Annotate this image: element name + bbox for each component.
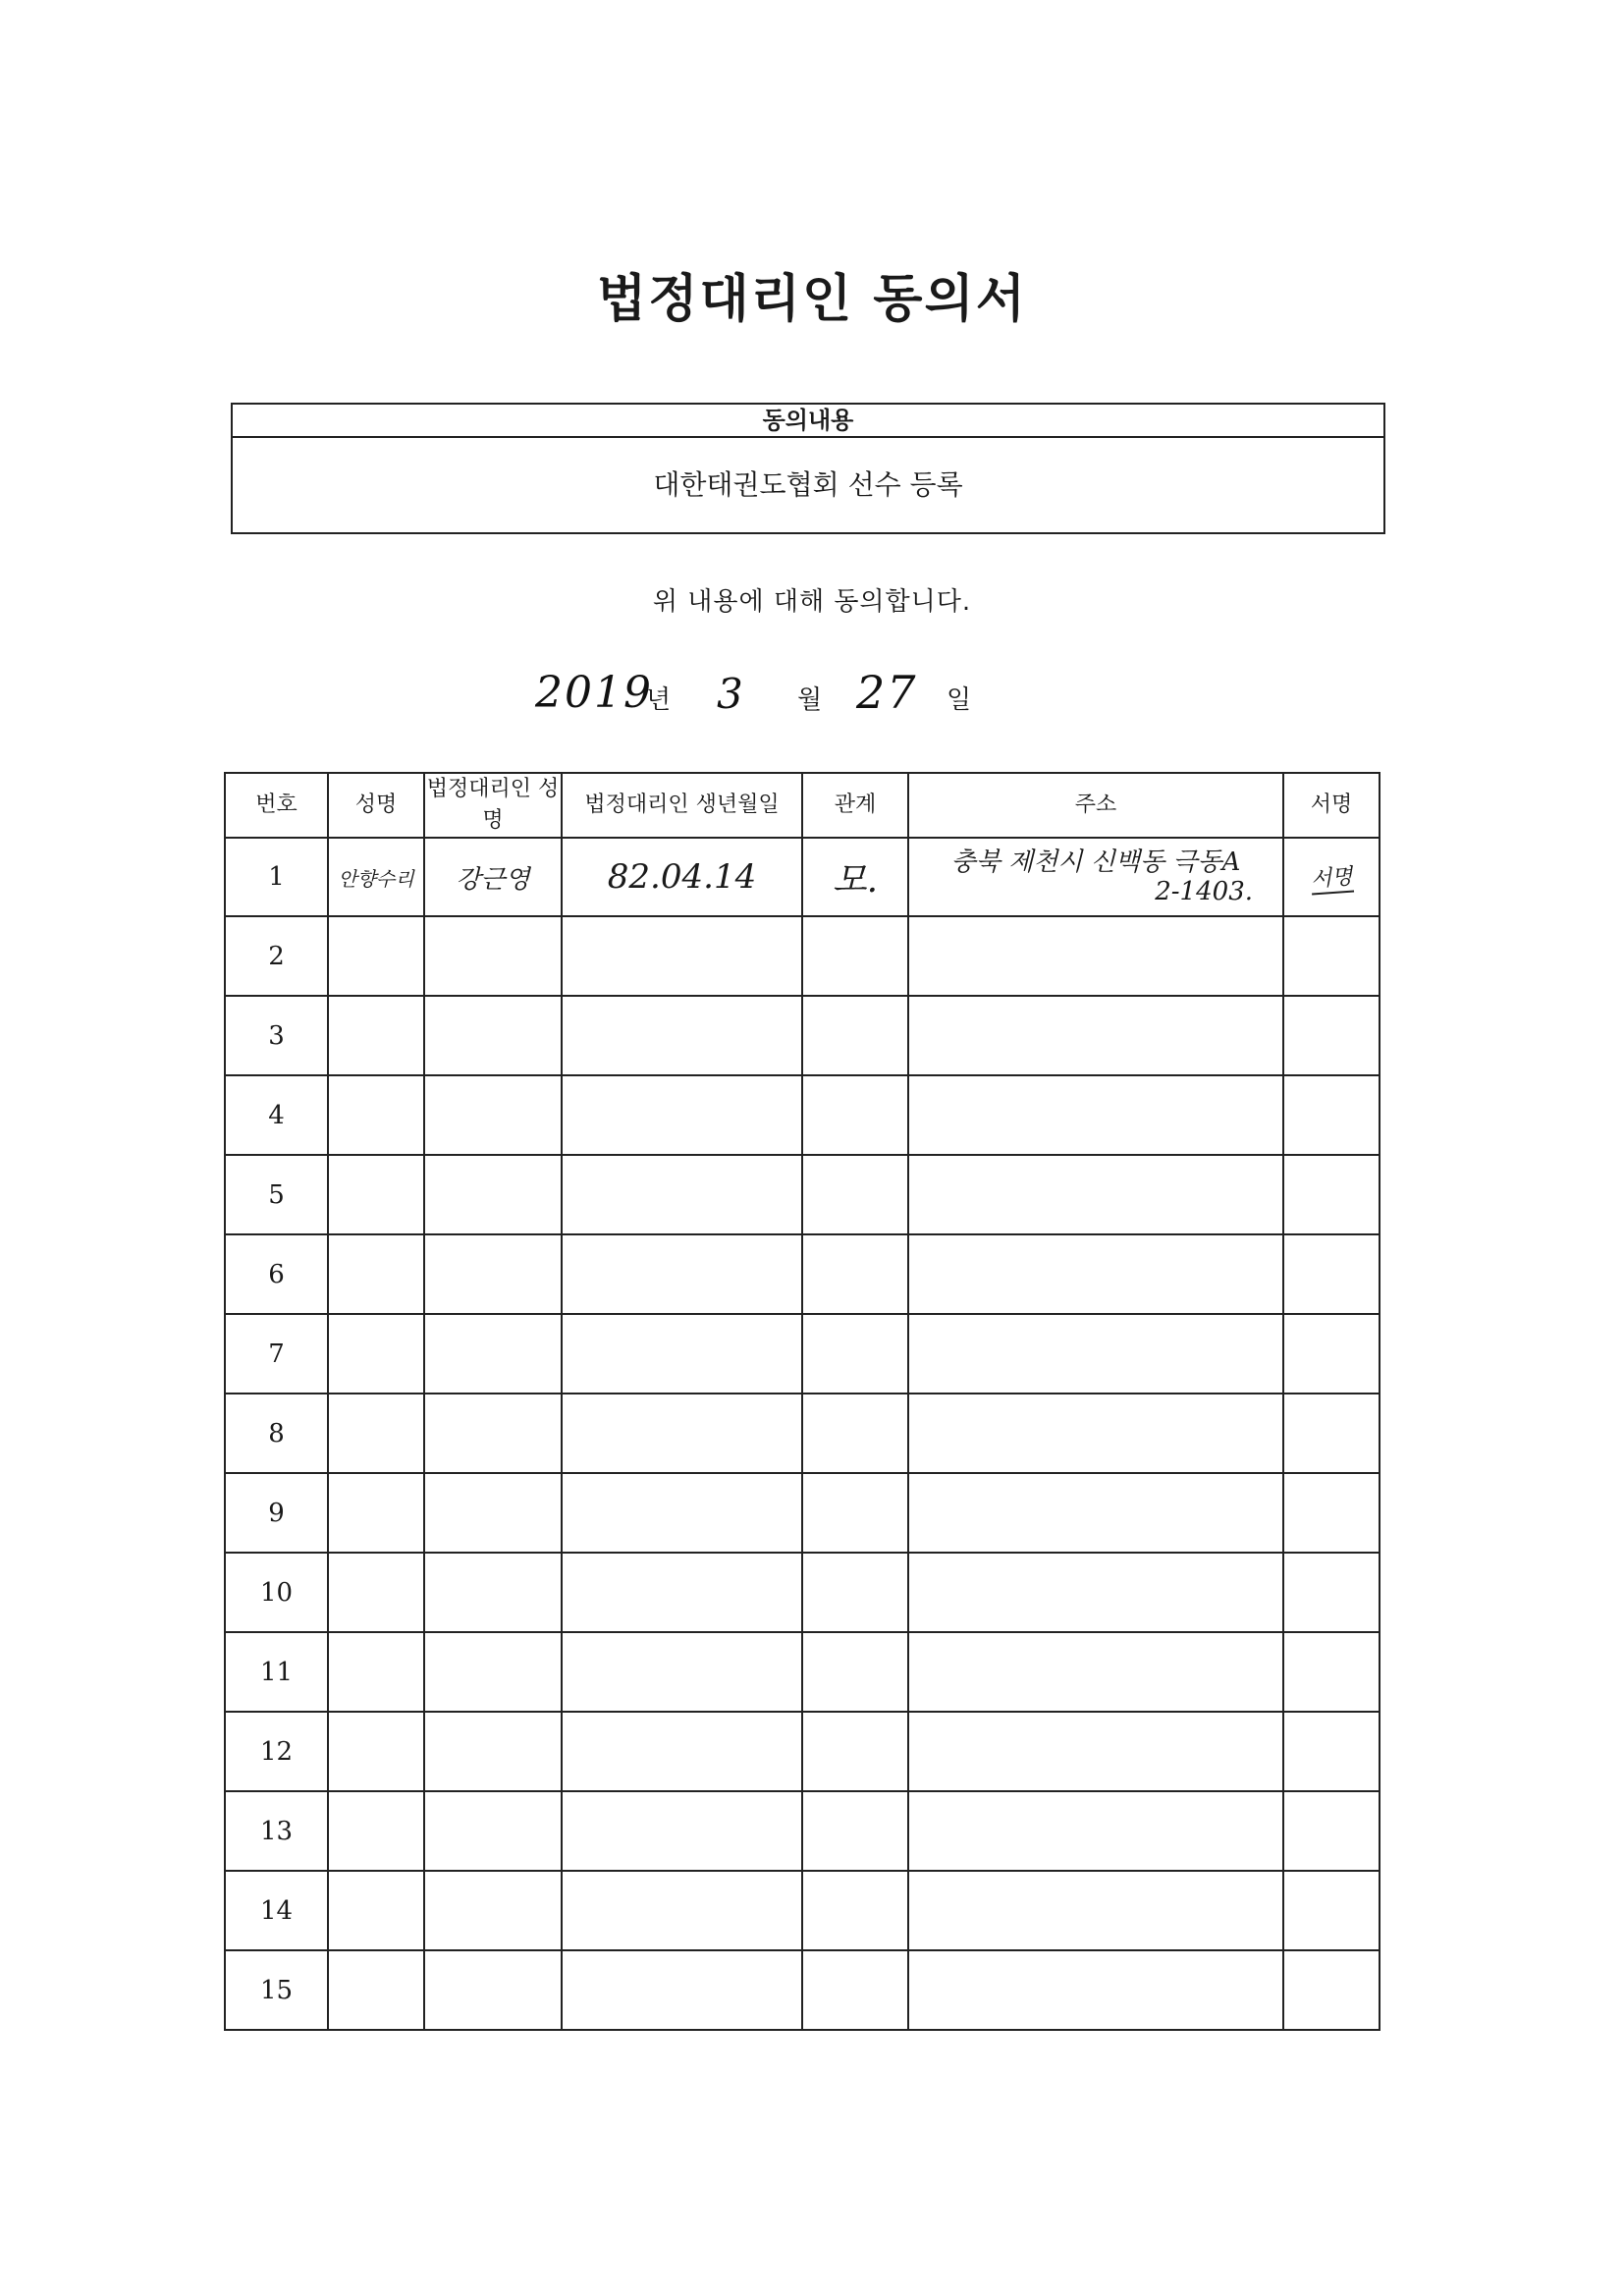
agreement-statement: 위 내용에 대해 동의합니다. <box>652 587 972 617</box>
header-name: 성명 <box>328 773 424 838</box>
table-row <box>225 916 1380 996</box>
document-title: 법정대리인 동의서 <box>597 269 1027 329</box>
table-row <box>225 1632 1380 1712</box>
row-no: 1 <box>225 838 328 916</box>
row-no: 9 <box>225 1473 328 1553</box>
row-relation: 모. <box>802 838 908 916</box>
row-no: 11 <box>225 1632 328 1712</box>
table-row <box>225 996 1380 1075</box>
table-row <box>225 1950 1380 2030</box>
date-line <box>0 668 1624 727</box>
row-no: 7 <box>225 1314 328 1394</box>
row-name: 안향수리 <box>328 838 424 916</box>
date-day: 27 <box>856 666 918 719</box>
table-row <box>225 1394 1380 1473</box>
table-row <box>225 1712 1380 1791</box>
row-no: 10 <box>225 1553 328 1632</box>
row-no: 5 <box>225 1155 328 1234</box>
consent-header: 동의내용 <box>233 405 1383 438</box>
row-address-line2: 2-1403. <box>1155 877 1253 906</box>
consent-box <box>231 403 1385 534</box>
header-no: 번호 <box>225 773 328 838</box>
header-address: 주소 <box>908 773 1283 838</box>
date-year: 2019 <box>535 668 653 718</box>
table-row <box>225 1473 1380 1553</box>
header-guardian-birth: 법정대리인 생년월일 <box>562 773 802 838</box>
header-signature: 서명 <box>1283 773 1380 838</box>
header-guardian-name: 법정대리인 성명 <box>424 773 562 838</box>
row-address-line1: 충북 제천시 신백동 극동A <box>950 847 1241 877</box>
row-no: 14 <box>225 1871 328 1950</box>
row-no: 12 <box>225 1712 328 1791</box>
date-year-unit: 년 <box>646 685 672 715</box>
consent-content: 대한태권도협회 선수 등록 <box>653 468 963 501</box>
row-no: 13 <box>225 1791 328 1871</box>
table-row <box>225 1075 1380 1155</box>
row-no: 8 <box>225 1394 328 1473</box>
table-row <box>225 1155 1380 1234</box>
registration-table <box>224 772 1380 2031</box>
date-day-unit: 일 <box>947 685 972 715</box>
table-row <box>225 1553 1380 1632</box>
table-row <box>225 838 1380 916</box>
date-month: 3 <box>717 670 745 718</box>
row-address <box>908 838 1283 916</box>
row-guardian-name: 강근영 <box>424 838 562 916</box>
row-no: 3 <box>225 996 328 1075</box>
row-no: 2 <box>225 916 328 996</box>
row-no: 6 <box>225 1234 328 1314</box>
row-signature <box>1283 838 1380 916</box>
table-row <box>225 1314 1380 1394</box>
table-row <box>225 1871 1380 1950</box>
header-relation: 관계 <box>802 773 908 838</box>
row-no: 15 <box>225 1950 328 2030</box>
table-row <box>225 1791 1380 1871</box>
handwritten-signature: 서명 <box>1310 859 1354 895</box>
date-month-unit: 월 <box>797 685 823 715</box>
row-no: 4 <box>225 1075 328 1155</box>
table-row <box>225 1234 1380 1314</box>
table-header-row <box>225 773 1380 838</box>
row-guardian-birth: 82.04.14 <box>562 838 802 916</box>
